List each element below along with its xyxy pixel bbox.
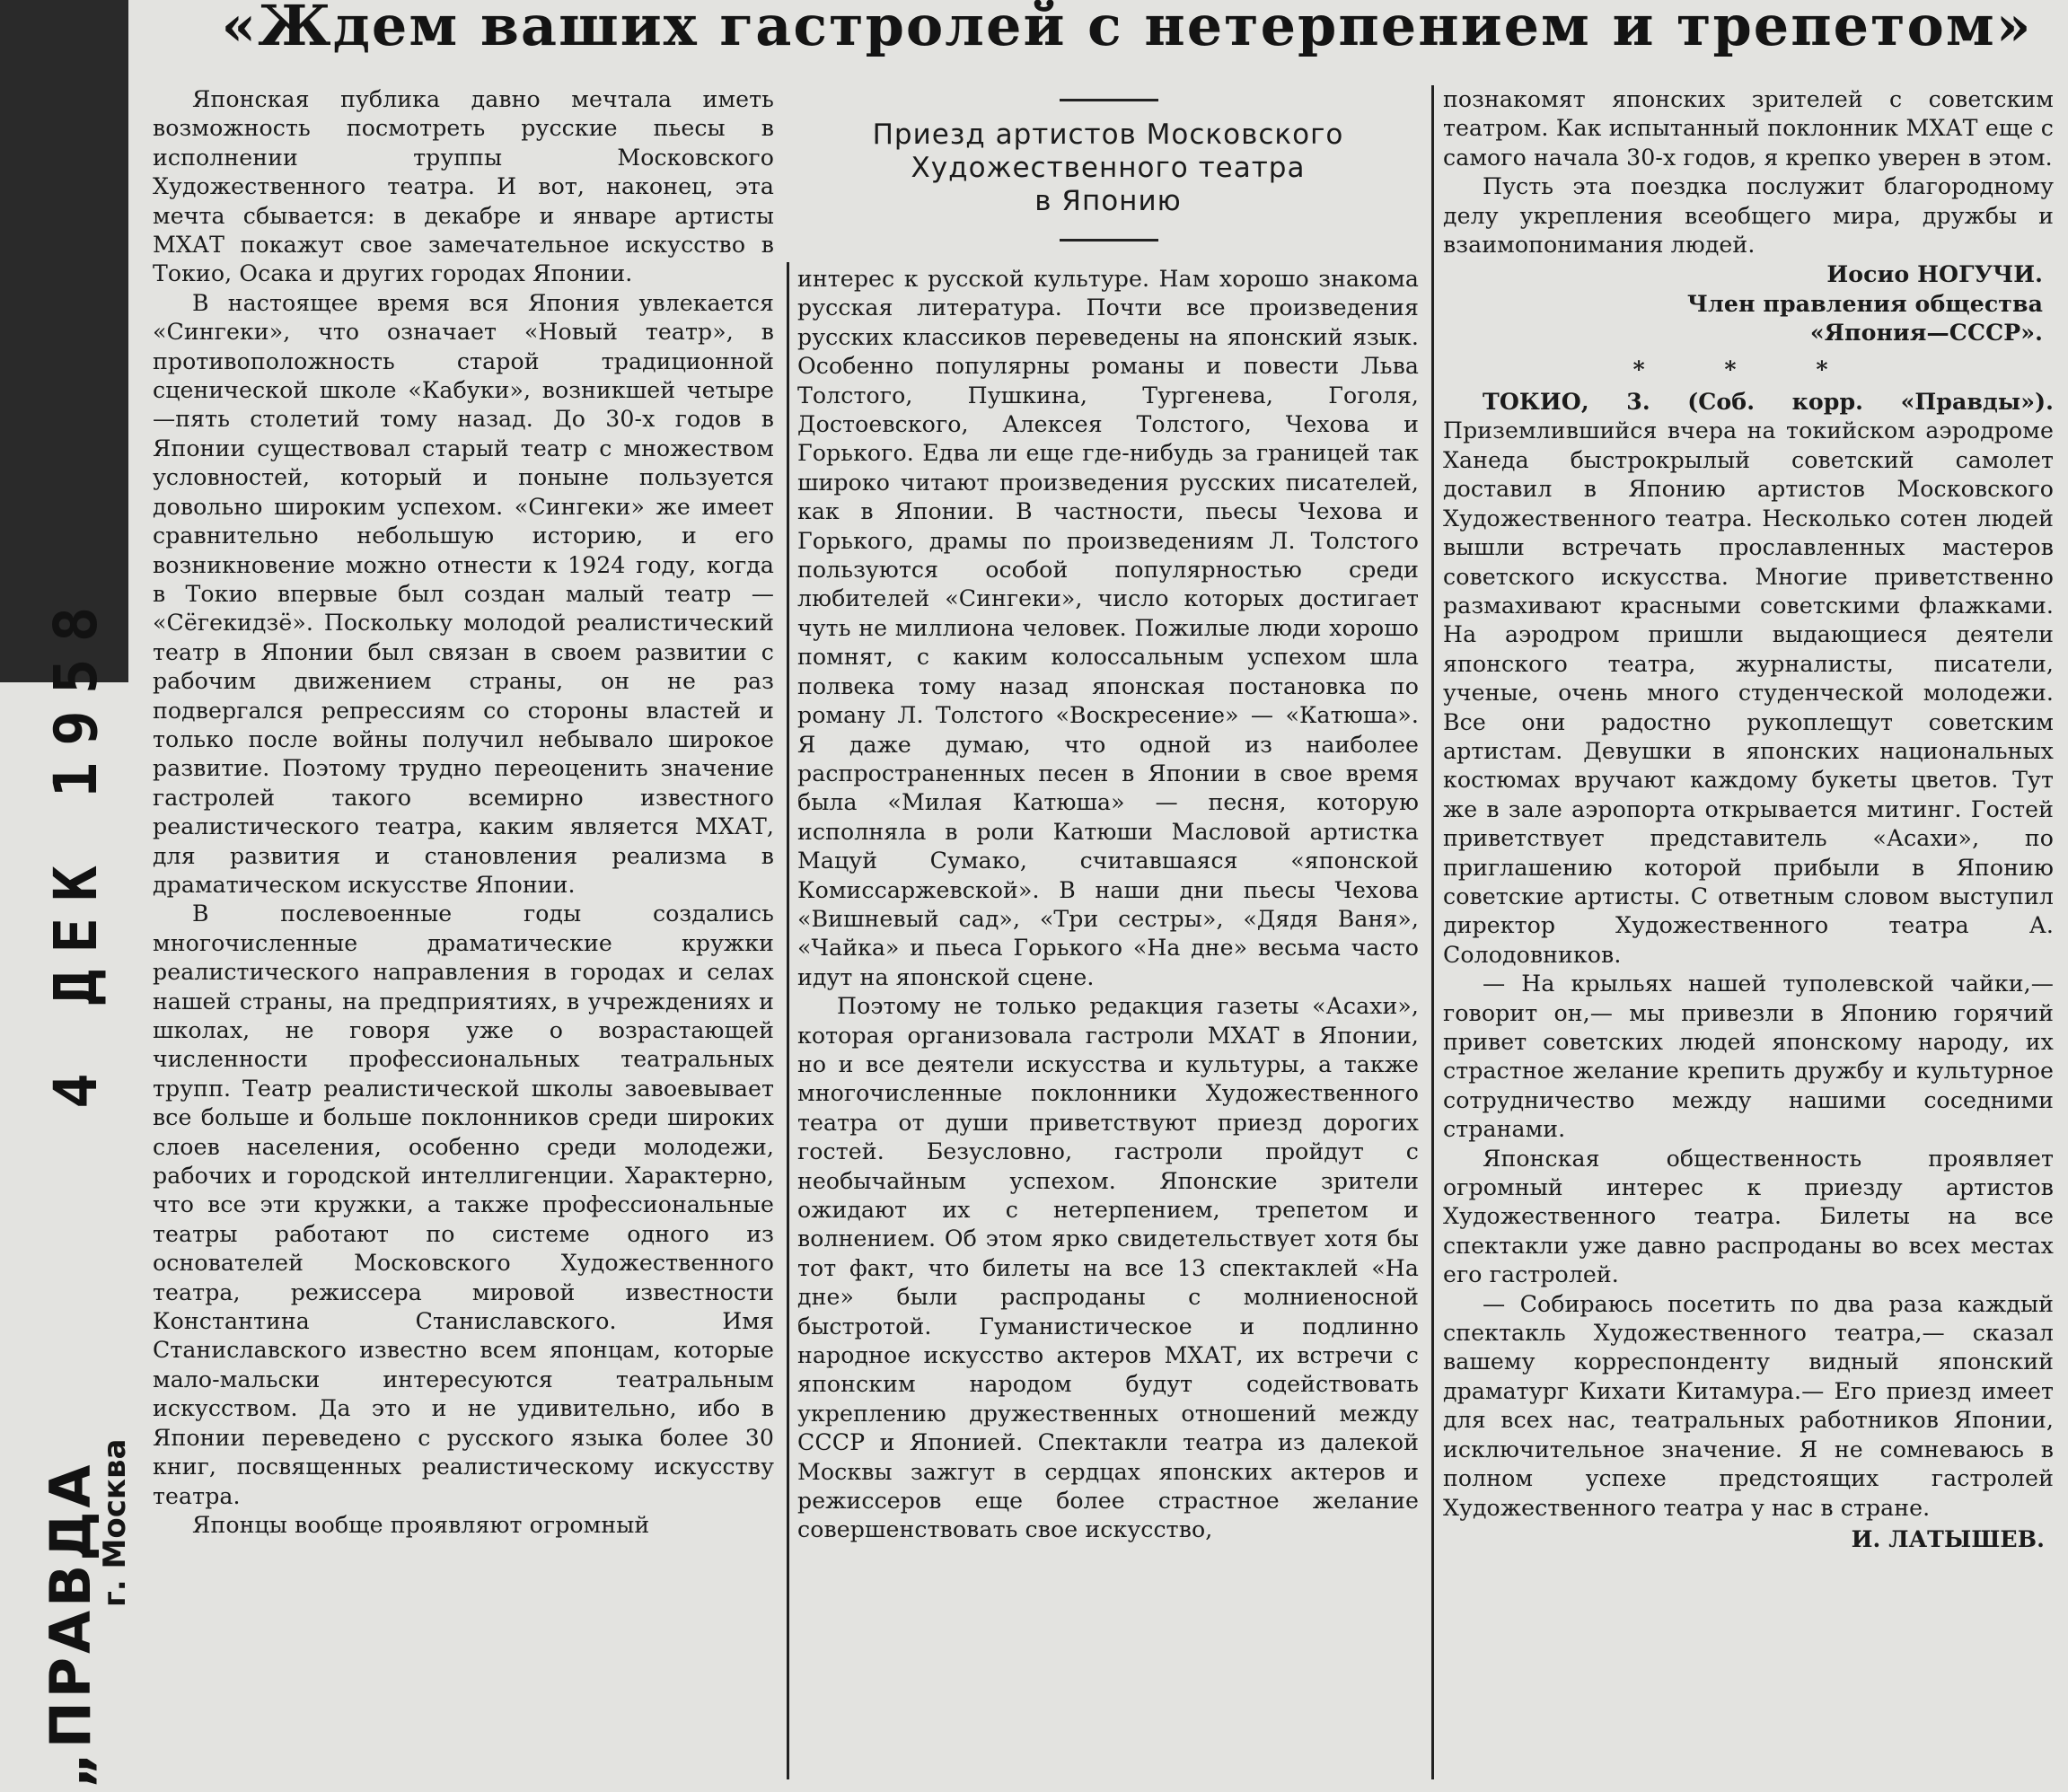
paragraph: Японская общественность проявляет огромный интерес к приезду артистов Художественного театра. Билеты на все спектакли уже давно распроданы во всех местах его гастролей. [1443,1145,2054,1288]
column-divider [787,262,789,1779]
report-text: Приземлившийся вчера на токийском аэродроме Ханеда быстрокрылый советский самолет доставил в Японию артистов Московского Художественного театра. Несколько сотен людей вышли встречать прославленных мастеров советского искусства. Многие приветственно размахивают красными советскими флажками. На аэродром пришли выдающиеся деятели японского театра, журналисты, писатели, ученые, очень много студенческой молодежи. Все они радостно рукоплещут советским артистам. Девушки в японских национальных костюмах вручают каждому букеты цветов. Тут же в зале аэропорта открывается митинг. Гостей приветствует представитель «Асахи», по приглашению которой прибыли в Японию советские артисты. С ответным словом выступил директор Художественного театра А. Солодовников. [1443,417,2054,968]
date-stamp: 4 ДЕК 1958 [41,590,110,1109]
signature-name: Иосио НОГУЧИ. [1826,260,2043,288]
dateline: ТОКИО, 3. (Соб. корр. «Правды»). [1483,388,2054,416]
column-divider [1431,85,1434,1779]
paragraph: Японская публика давно мечтала иметь возможность посмотреть русские пьесы в исполнении труппы Московского Художественного театра. И вот, наконец, эта мечта сбывается: в декабре и январе артисты МХАТ покажут свое замечательное искусство в Токио, Осака и других городах Японии. [153,86,774,287]
paragraph: В послевоенные годы создались многочисленные драматические кружки реалистического направления в городах и селах нашей страны, на предприятиях, в учреждениях и школах, не говоря уже о возрастающей численности профессиональных театральных трупп. Театр реалистической школы завоевывает все больше и больше поклонников среди широких слоев населения, особенно среди молодежи, рабочих и городской интеллигенции. Характерно, что все эти кружки, а также профессиональные театры работают по системе одного из основателей Московского Художественного театра, режиссера мировой известности Константина Станиславского. Имя Станиславского известно всем японцам, которые мало-мальски интересуются театральным искусством. Да это и не удивительно, ибо в Японии переведено с русского языка более 30 книг, посвященных реалистическому искусству театра. [153,900,774,1509]
paragraph: Поэтому не только редакция газеты «Асахи», которая организовала гастроли МХАТ в Японии, но и все деятели искусства и культуры, а также многочисленные поклонники Художественного театра от души приветствуют приезд дорогих гостей. Безусловно, гастроли пройдут с необычайным успехом. Японские зрители ожидают их с нетерпением, трепетом и волнением. Об этом ярко свидетельствует хотя бы тот факт, что билеты на все 13 спектаклей «На дне» были распроданы с молниеносной быстротой. Гуманистическое и подлинно народное искусство актеров МХАТ, их встречи с японским народом будут содействовать укреплению дружественных отношений между СССР и Японией. Спектакли театра из далекой Москвы зажгут в сердцах японских актеров и режиссеров еще более страстное желание совершенствовать свое искусство, [797,993,1419,1543]
city-stamp: г. Москва [97,1438,133,1607]
paragraph: — На крыльях нашей туполевской чайки,— говорит он,— мы привезли в Японию горячий привет советских людей японскому народу, их страстное желание крепить дружбу и культурное сотрудничество между нашими соседними странами. [1443,971,2054,1143]
section-separator: * * * [1632,355,1864,382]
paragraph: Пусть эта поездка послужит благородному делу укрепления всеобщего мира, дружбы и взаимопонимания людей. [1443,173,2054,259]
article-column-1 [153,85,774,1540]
dark-scan-edge [0,0,128,682]
paragraph: В настоящее время вся Япония увлекается «Сингеки», что означает «Новый театр», в противоположность старой традиционной сценической школе «Кабуки», возникшей четыре—пять столетий тому назад. До 30-х годов в Японии существовал старый театр с множеством условностей, который и поныне пользуется довольно широким успехом. «Сингеки» же имеет сравнительно небольшую историю, и его возникновение можно отнести к 1924 году, когда в Токио впервые был создан малый театр — «Сёгекидзё». Поскольку молодой реалистический театр в Японии был связан в своем развитии с рабочим движением страны, он не раз подвергался репрессиям со стороны властей и только после войны получил небывало широкое развитие. Поэтому трудно переоценить значение гастролей такого всемирно известного реалистического театра, каким является МХАТ, для развития и становления реализма в драматическом искусстве Японии. [153,289,774,898]
signature-title: «Япония—СССР». [1809,319,2043,347]
paragraph: интерес к русской культуре. Нам хорошо знакома русская литература. Почти все произведения русских классиков переведены на японский язык. Особенно популярны романы и повести Льва Толстого, Пушкина, Тургенева, Гоголя, Достоевского, Алексея Толстого, Чехова и Горького. Едва ли еще где-нибудь за границей так широко читают произведения русских писателей, как в Японии. В частности, пьесы Чехова и Горького, драмы по произведениям Л. Толстого пользуются особой популярностью среди любителей «Сингеки», число которых достигает чуть не миллиона человек. Пожилые люди хорошо помнят, с каким колоссальным успехом шла полвека тому назад японская постановка по роману Л. Толстого «Воскресение» — «Катюша». Я даже думаю, что одной из наиболее распространенных песен в Японии в свое время была «Милая Катюша» — песня, которую исполняла в роли Катюши Масловой артистка Мацуй Сумако, считавшаяся «японской Комиссаржевской». В наши дни пьесы Чехова «Вишневый сад», «Три сестры», «Дядя Ваня», «Чайка» и пьеса Горького «На дне» весьма часто идут на японской сцене. [797,266,1419,990]
newspaper-name-stamp: „ПРАВДА [38,1461,103,1788]
subheadline [797,119,1419,218]
subhead-rule-top [1060,99,1158,101]
subhead-line: Приезд артистов Московского [872,119,1344,151]
article-column-2 [797,265,1419,1545]
subhead-line: в Японию [1034,185,1182,217]
headline: «Ждем ваших гастролей с нетерпением и трепетом» [221,0,2033,58]
paragraph: познакомят японских зрителей с советским театром. Как испытанный поклонник МХАТ еще с самого начала 30-х годов, я крепко уверен в этом. [1443,86,2054,171]
author-signature: И. ЛАТЫШЕВ. [1851,1524,2045,1552]
subhead-line: Художественного театра [911,152,1306,184]
report-paragraph [1443,387,2054,970]
paragraph: — Собираюсь посетить по два раза каждый спектакль Художественного театра,— сказал вашему корреспонденту видный японский драматург Кихати Китамура.— Его приезд имеет для всех нас, театральных работников Японии, исключительное значение. Я не сомневаюсь в полном успехе предстоящих гастролей Художественного театра у нас в стране. [1443,1290,2054,1521]
subhead-rule-bottom [1060,239,1158,242]
signature-title: Член правления общества [1686,289,2043,317]
paragraph: Японцы вообще проявляют огромный [192,1511,650,1538]
article-column-3 [1443,85,2054,1553]
